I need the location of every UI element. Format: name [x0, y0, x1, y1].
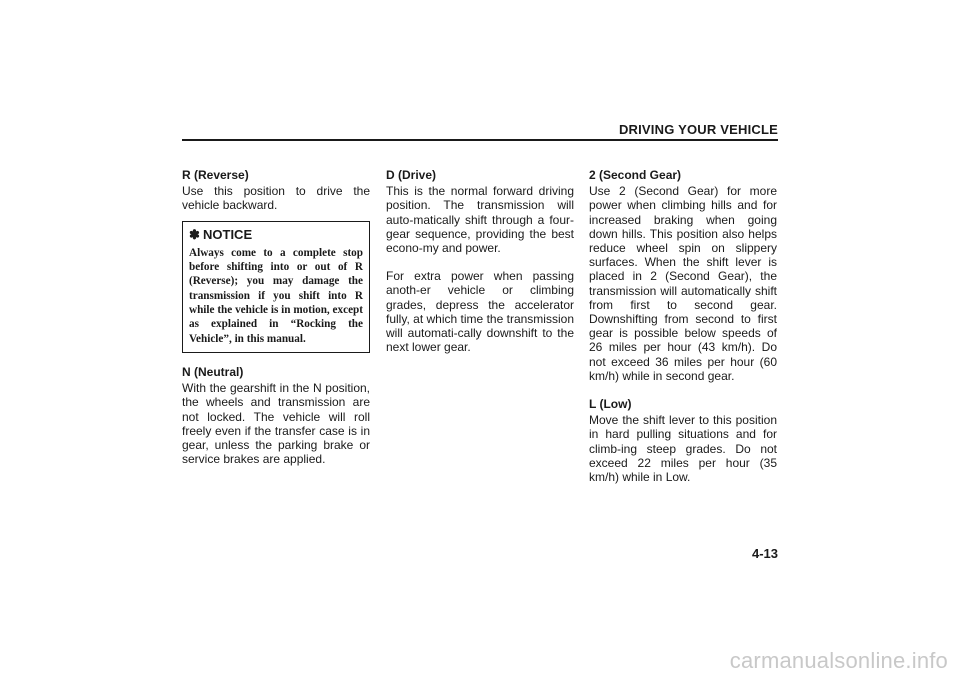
section-heading-low: L (Low): [589, 397, 632, 412]
asterisk-notice-icon: ✽: [189, 226, 200, 242]
section-body-reverse: Use this position to drive the vehicle backward.: [182, 184, 370, 213]
section-body-drive-passing: For extra power when passing anoth-er vehicle or climbing grades, depress the accelerator fully, at which time the transmission will automati-cally downshift to the next lower gear.: [386, 269, 574, 355]
section-body-drive: This is the normal forward driving position. The transmission will auto-matically shift through a four-gear sequence, providing the best econo-my and power.: [386, 184, 574, 256]
column-1: [182, 168, 370, 466]
section-heading-second-gear: 2 (Second Gear): [589, 168, 682, 182]
section-body-neutral: With the gearshift in the N position, the wheels and transmission are not locked. The vehicle will roll freely even if the transfer case is in gear, unless the parking brake or service brakes are applied.: [182, 381, 370, 467]
section-heading-drive: D (Drive): [386, 168, 437, 182]
page-header-title: DRIVING YOUR VEHICLE: [618, 122, 778, 137]
watermark-text: carmanualsonline.info: [729, 648, 948, 673]
paragraph-gap: [386, 255, 574, 269]
column-3: [589, 168, 777, 484]
section-heading-reverse: R (Reverse): [182, 168, 249, 182]
section-body-low: Move the shift lever to this position in hard pulling situations and for climb-ing steep grades. Do not exceed 22 miles per hour (35 km/h) while in Low.: [589, 413, 777, 485]
header-rule: [182, 139, 778, 141]
section-heading-neutral: N (Neutral): [182, 364, 244, 379]
notice-label: NOTICE: [203, 226, 253, 242]
notice-header: [189, 228, 363, 242]
column-2: [386, 168, 574, 354]
notice-body: Always come to a complete stop before shifting into or out of R (Reverse); you may damage the transmission if you shift into R while the vehicle is in motion, except as explained in “Rocking the Vehicle”, in this manual.: [189, 246, 363, 345]
paragraph-gap: [589, 383, 777, 397]
page-number: 4-13: [751, 546, 778, 561]
section-body-second-gear: Use 2 (Second Gear) for more power when climbing hills and for increased braking when going down hills. This position also helps reduce wheel spin on slippery surfaces. When the shift lever is placed in 2 (Second Gear), the transmission will automatically shift from first to second gear. Downshifting from second to first gear is possible below speeds of 26 miles per hour (43 km/h). Do not exceed 36 miles per hour (60 km/h) while in second gear.: [589, 184, 777, 383]
notice-box: [182, 221, 370, 353]
